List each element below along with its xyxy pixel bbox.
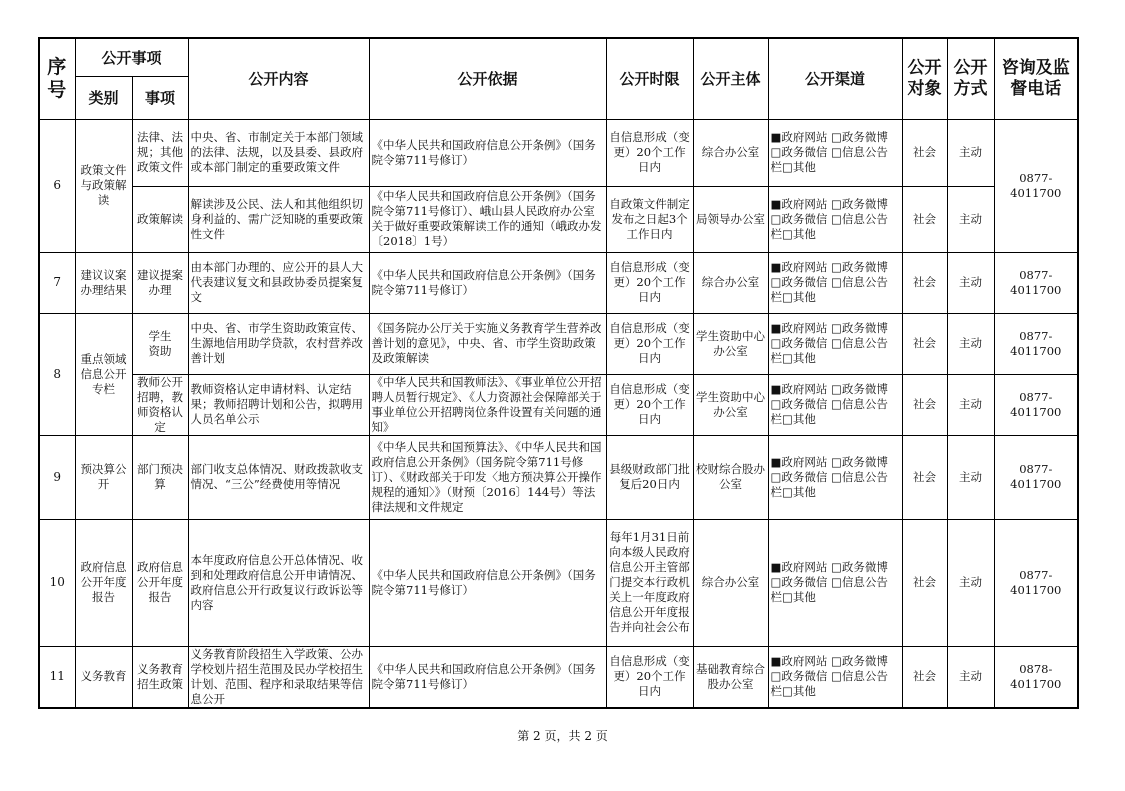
- row-item: 法律、法规；其他政策文件: [132, 119, 188, 186]
- row-channel: ■政府网站 □政务微博 □政务微信 □信息公告 栏□其他: [768, 646, 902, 708]
- row-target: 社会: [902, 435, 947, 519]
- row-content: 中央、省、市制定关于本部门领域的法律、法规，以及县委、县政府或本部门制定的重要政策文件: [188, 119, 369, 186]
- row-phone: 0877-4011700: [994, 252, 1078, 313]
- header-group: 公开事项: [75, 38, 188, 76]
- header-seq: 序号: [39, 38, 75, 119]
- disclosure-table: [38, 37, 1079, 709]
- row-subject: 综合办公室: [693, 519, 768, 646]
- header-mode: 公开方式: [947, 38, 994, 119]
- row-timelimit: 自政策文件制定发布之日起3个工作日内: [606, 186, 693, 252]
- header-timelimit: 公开时限: [606, 38, 693, 119]
- row-subject: 学生资助中心办公室: [693, 374, 768, 435]
- row-timelimit: 县级财政部门批复后20日内: [606, 435, 693, 519]
- row-channel: ■政府网站 □政务微博 □政务微信 □信息公告 栏□其他: [768, 519, 902, 646]
- row-basis: 《中华人民共和国政府信息公开条例》（国务院令第711号修订）、峨山县人民政府办公室关于做好重要政策解读工作的通知（峨政办发〔2018〕1号）: [369, 186, 606, 252]
- row-target: 社会: [902, 313, 947, 374]
- row-basis: 《中华人民共和国政府信息公开条例》（国务院令第711号修订）: [369, 119, 606, 186]
- row-subject: 综合办公室: [693, 119, 768, 186]
- table-row: [39, 119, 1078, 186]
- table-row: [39, 435, 1078, 519]
- row-seq: 7: [39, 252, 75, 313]
- row-target: 社会: [902, 519, 947, 646]
- row-basis: 《中华人民共和国政府信息公开条例》（国务院令第711号修订）: [369, 519, 606, 646]
- header-content: 公开内容: [188, 38, 369, 119]
- row-timelimit: 自信息形成（变更）20个工作日内: [606, 374, 693, 435]
- row-content: 部门收支总体情况、财政拨款收支情况、“三公”经费使用等情况: [188, 435, 369, 519]
- row-item: 学生资助: [132, 313, 188, 374]
- table-row: [39, 374, 1078, 435]
- row-basis: 《国务院办公厅关于实施义务教育学生营养改善计划的意见》，中央、省、市学生资助政策及政策解读: [369, 313, 606, 374]
- row-category: 预决算公开: [75, 435, 132, 519]
- row-phone: 0877-4011700: [994, 313, 1078, 374]
- header-item: 事项: [132, 76, 188, 119]
- row-mode: 主动: [947, 519, 994, 646]
- row-target: 社会: [902, 374, 947, 435]
- row-channel: ■政府网站 □政务微博 □政务微信 □信息公告 栏□其他: [768, 374, 902, 435]
- row-seq: 6: [39, 119, 75, 252]
- row-category: 政策文件与政策解读: [75, 119, 132, 252]
- row-basis: 《中华人民共和国预算法》、《中华人民共和国政府信息公开条例》（国务院令第711号修订）、《财政部关于印发〈地方预决算公开操作规程的通知〉》（财预〔2016〕144号）等法律法规和文件规定: [369, 435, 606, 519]
- header-channel: 公开渠道: [768, 38, 902, 119]
- row-seq: 10: [39, 519, 75, 646]
- row-timelimit: 自信息形成（变更）20个工作日内: [606, 313, 693, 374]
- row-target: 社会: [902, 186, 947, 252]
- page-footer: 第 2 页，共 2 页: [517, 729, 608, 743]
- header-category: 类别: [75, 76, 132, 119]
- row-basis: 《中华人民共和国政府信息公开条例》（国务院令第711号修订）: [369, 646, 606, 708]
- row-category: 重点领域信息公开专栏: [75, 313, 132, 435]
- row-item: 义务教育招生政策: [132, 646, 188, 708]
- row-timelimit: 自信息形成（变更）20个工作日内: [606, 119, 693, 186]
- row-basis: 《中华人民共和国政府信息公开条例》（国务院令第711号修订）: [369, 252, 606, 313]
- header-phone: 咨询及监督电话: [994, 38, 1078, 119]
- row-phone: 0877-4011700: [994, 374, 1078, 435]
- row-content: 由本部门办理的、应公开的县人大代表建议复文和县政协委员提案复文: [188, 252, 369, 313]
- row-basis: 《中华人民共和国教师法》、《事业单位公开招聘人员暂行规定》、《人力资源社会保障部关于事业单位公开招聘岗位条件设置有关问题的通知》: [369, 374, 606, 435]
- row-content: 本年度政府信息公开总体情况、收到和处理政府信息公开申请情况、政府信息公开行政复议行政诉讼等内容: [188, 519, 369, 646]
- row-phone: 0878-4011700: [994, 646, 1078, 708]
- row-subject: 校财综合股办公室: [693, 435, 768, 519]
- row-mode: 主动: [947, 435, 994, 519]
- row-mode: 主动: [947, 646, 994, 708]
- row-subject: 学生资助中心办公室: [693, 313, 768, 374]
- row-timelimit: 每年1月31日前向本级人民政府信息公开主管部门提交本行政机关上一年度政府信息公开年度报告并向社会公布: [606, 519, 693, 646]
- row-mode: 主动: [947, 313, 994, 374]
- table-row: [39, 186, 1078, 252]
- row-phone: 0877-4011700: [994, 435, 1078, 519]
- row-timelimit: 自信息形成（变更）20个工作日内: [606, 646, 693, 708]
- table-row: [39, 519, 1078, 646]
- row-item: 教师公开招聘，教师资格认定: [132, 374, 188, 435]
- table-row: [39, 313, 1078, 374]
- row-content: 中央、省、市学生资助政策宣传、生源地信用助学贷款，农村营养改善计划: [188, 313, 369, 374]
- row-target: 社会: [902, 252, 947, 313]
- row-subject: 局领导办公室: [693, 186, 768, 252]
- row-phone: 0877-4011700: [994, 119, 1078, 252]
- row-seq: 11: [39, 646, 75, 708]
- row-category: 政府信息公开年度报告: [75, 519, 132, 646]
- table-row: [39, 252, 1078, 313]
- row-channel: ■政府网站 □政务微博 □政务微信 □信息公告 栏□其他: [768, 186, 902, 252]
- row-mode: 主动: [947, 119, 994, 186]
- row-target: 社会: [902, 119, 947, 186]
- header-target: 公开对象: [902, 38, 947, 119]
- row-mode: 主动: [947, 252, 994, 313]
- row-mode: 主动: [947, 374, 994, 435]
- table-row: [39, 646, 1078, 708]
- row-target: 社会: [902, 646, 947, 708]
- row-phone: 0877-4011700: [994, 519, 1078, 646]
- row-item: 建议提案办理: [132, 252, 188, 313]
- row-item: 部门预决算: [132, 435, 188, 519]
- row-mode: 主动: [947, 186, 994, 252]
- row-channel: ■政府网站 □政务微博 □政务微信 □信息公告 栏□其他: [768, 252, 902, 313]
- row-category: 义务教育: [75, 646, 132, 708]
- row-seq: 9: [39, 435, 75, 519]
- row-category: 建议议案办理结果: [75, 252, 132, 313]
- header-subject: 公开主体: [693, 38, 768, 119]
- row-content: 解读涉及公民、法人和其他组织切身利益的、需广泛知晓的重要政策性文件: [188, 186, 369, 252]
- row-channel: ■政府网站 □政务微博 □政务微信 □信息公告 栏□其他: [768, 119, 902, 186]
- row-subject: 综合办公室: [693, 252, 768, 313]
- row-subject: 基础教育综合股办公室: [693, 646, 768, 708]
- row-timelimit: 自信息形成（变更）20个工作日内: [606, 252, 693, 313]
- row-content: 教师资格认定申请材料、认定结果；教师招聘计划和公告，拟聘用人员名单公示: [188, 374, 369, 435]
- row-item: 政府信息公开年度报告: [132, 519, 188, 646]
- row-item: 政策解读: [132, 186, 188, 252]
- row-channel: ■政府网站 □政务微博 □政务微信 □信息公告 栏□其他: [768, 435, 902, 519]
- row-channel: ■政府网站 □政务微博 □政务微信 □信息公告 栏□其他: [768, 313, 902, 374]
- row-seq: 8: [39, 313, 75, 435]
- row-content: 义务教育阶段招生入学政策、公办学校划片招生范围及民办学校招生计划、范围、程序和录取结果等信息公开: [188, 646, 369, 708]
- header-basis: 公开依据: [369, 38, 606, 119]
